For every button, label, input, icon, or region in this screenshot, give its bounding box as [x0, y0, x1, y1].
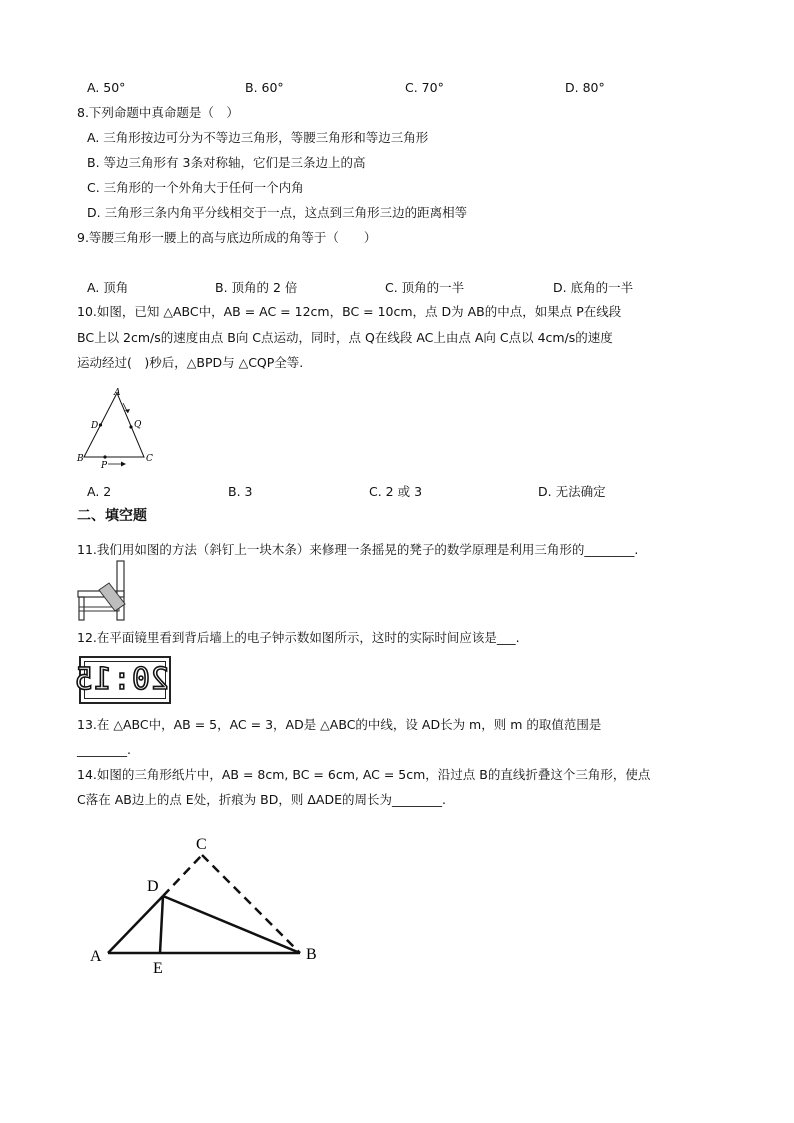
q9-option-d: D. 底角的一半 [553, 280, 634, 295]
q10-label-a: A [114, 388, 121, 398]
q10-line-1: 10.如图，已知 △ABC中，AB = AC = 12cm，BC = 10cm，点 D为 AB的中点，如果点 P在线段 [77, 304, 622, 319]
q7-option-d: D. 80° [565, 80, 605, 95]
q14-label-b: B [306, 946, 317, 963]
q8-stem: 8.下列命题中真命题是（ ） [77, 105, 239, 120]
q8-option-a: A. 三角形按边可分为不等边三角形，等腰三角形和等边三角形 [87, 130, 429, 145]
q14-label-d: D [147, 878, 159, 895]
q11-stool-figure [77, 560, 129, 622]
q9-option-a: A. 顶角 [87, 280, 129, 295]
q14-label-a: A [90, 948, 102, 965]
q7-option-b: B. 60° [245, 80, 284, 95]
q9-option-b: B. 顶角的 2 倍 [215, 280, 298, 295]
q12-clock-figure [73, 656, 171, 704]
q8-option-b: B. 等边三角形有 3条对称轴，它们是三条边上的高 [87, 155, 366, 170]
q8-option-d: D. 三角形三条内角平分线相交于一点，这点到三角形三边的距离相等 [87, 205, 468, 220]
q14-triangle-figure [80, 825, 340, 995]
q10-label-p: P [101, 461, 108, 471]
q14-label-c: C [196, 836, 207, 853]
q10-line-3: 运动经过( )秒后，△BPD与 △CQP全等. [77, 355, 304, 370]
q10-label-q: Q [134, 420, 142, 430]
q14-line-1: 14.如图的三角形纸片中，AB = 8cm, BC = 6cm, AC = 5cm，沿过点 B的直线折叠这个三角形，使点 [77, 767, 651, 782]
q10-label-c: C [146, 454, 153, 464]
q9-stem: 9.等腰三角形一腰上的高与底边所成的角等于（ ） [77, 230, 377, 245]
q10-option-b: B. 3 [228, 484, 253, 499]
q10-option-c: C. 2 或 3 [369, 484, 423, 499]
q13-line-1: 13.在 △ABC中，AB = 5，AC = 3，AD是 △ABC的中线，设 AD长为 m，则 m 的取值范围是 [77, 717, 602, 732]
q10-line-2: BC上以 2cm/s的速度由点 B向 C点运动，同时，点 Q在线段 AC上由点 A向 C点以 4cm/s的速度 [77, 330, 613, 345]
q14-line-2: C落在 AB边上的点 E处，折痕为 BD，则 ΔADE的周长为________. [77, 792, 446, 807]
q10-option-d: D. 无法确定 [538, 484, 606, 499]
q7-option-c: C. 70° [405, 80, 444, 95]
q11-stem: 11.我们用如图的方法（斜钉上一块木条）来修理一条摇晃的凳子的数学原理是利用三角形的________. [77, 542, 639, 557]
q10-option-a: A. 2 [87, 484, 112, 499]
q10-triangle-figure [72, 385, 172, 475]
q7-option-a: A. 50° [87, 80, 126, 95]
q8-option-c: C. 三角形的一个外角大于任何一个内角 [87, 180, 304, 195]
section-title: 二、填空题 [77, 508, 147, 524]
q10-label-d: D [91, 421, 99, 431]
q13-line-2: ________. [77, 742, 131, 757]
q9-option-c: C. 顶角的一半 [385, 280, 465, 295]
q10-label-b: B [77, 454, 84, 464]
q14-label-e: E [153, 960, 163, 977]
q12-stem: 12.在平面镜里看到背后墙上的电子钟示数如图所示，这时的实际时间应该是___. [77, 630, 520, 645]
q12-clock-display: 20:15 [73, 662, 169, 697]
